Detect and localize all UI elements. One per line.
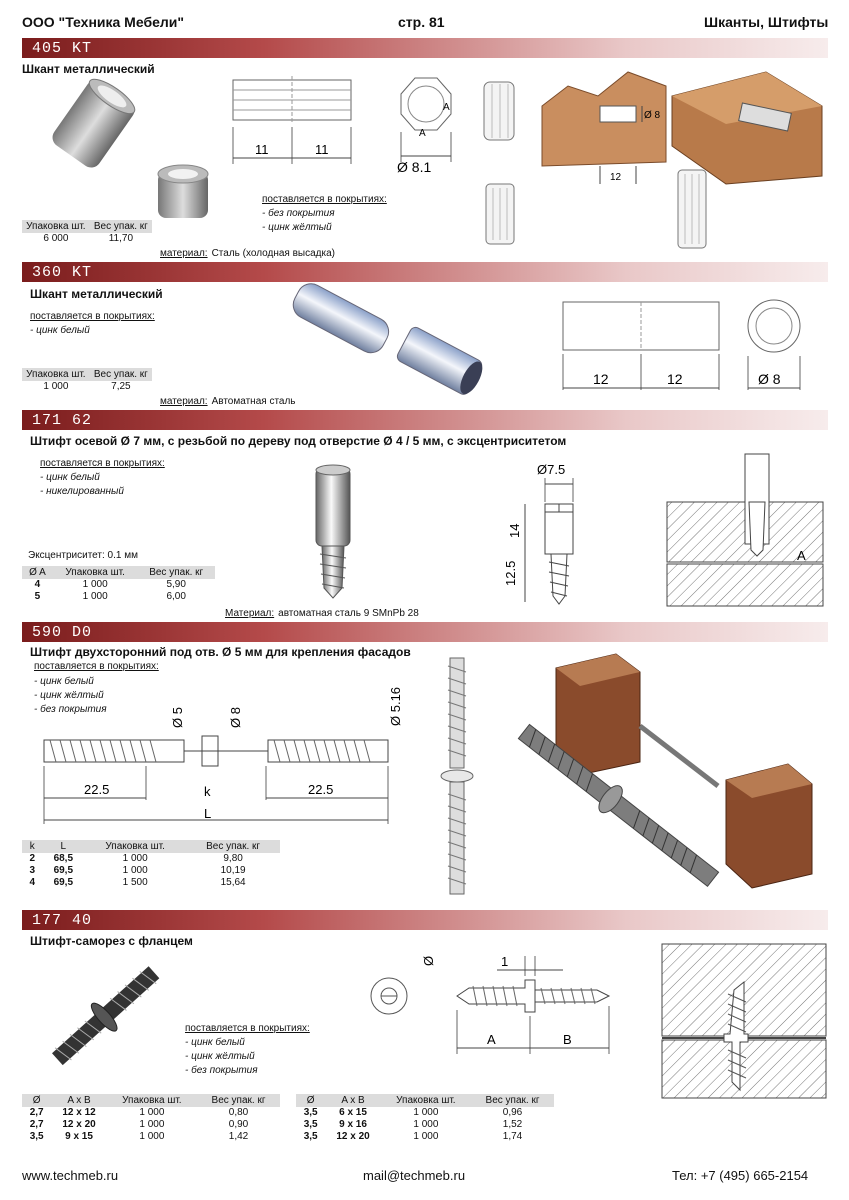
table-header: Вес упак. кг (197, 1094, 280, 1107)
product-title: Шкант металлический (22, 62, 155, 76)
product-title: Штифт двухсторонний под отв. Ø 5 мм для крепления фасадов (30, 645, 411, 659)
dim-label: Ø 8.1 (397, 159, 432, 175)
coating-label: поставляется в покрытиях: (34, 661, 159, 672)
dim-label: 22.5 (308, 782, 334, 797)
table-row: 2,7 12 x 12 1 000 0,80 (29, 1107, 249, 1118)
screw-pin-photo (40, 960, 170, 1070)
dim-label: A (443, 102, 450, 113)
coating-item: - без покрытия (185, 1065, 258, 1076)
table-row: 2 68,5 1 000 9,80 (29, 853, 243, 864)
table-row: 4 1 000 5,90 (34, 579, 186, 590)
drawing-405kt-end (385, 72, 465, 182)
dim-label: B (563, 1032, 572, 1047)
material: Материал: автоматная сталь 9 SMnPb 28 (225, 608, 419, 619)
dowel-photo-405kt (40, 86, 150, 206)
dim-label: 12 (610, 172, 622, 183)
dim-label: A (419, 128, 426, 139)
table-header: Упаковка шт. (22, 368, 90, 381)
product-bar-360kt (22, 262, 828, 282)
dim-label: 12 (667, 371, 683, 387)
table-header: Ø (296, 1094, 325, 1107)
mounting-drawing-17740 (660, 942, 828, 1100)
dim-label: Ø (421, 955, 436, 966)
dim-label: A (487, 1032, 496, 1047)
product-title: Шкант металлический (30, 287, 163, 301)
table-header: Вес упак. кг (137, 566, 215, 579)
product-code: 171 62 (32, 412, 93, 429)
coating-label: поставляется в покрытиях: (30, 311, 155, 322)
dowel-photo-small (150, 158, 220, 224)
table-header: A x B (51, 1094, 106, 1107)
dim-label: 22.5 (84, 782, 110, 797)
footer-website[interactable]: www.techmeb.ru (22, 1168, 119, 1183)
table-header: Упаковка шт. (22, 220, 90, 233)
table-header: Упаковка шт. (84, 840, 186, 853)
pin-assembly-illustration (500, 650, 820, 900)
product-bar-590d0 (22, 622, 828, 642)
spec-table-360kt (22, 368, 152, 393)
table-header: Вес упак. кг (186, 840, 280, 853)
dim-label: Ø 5 (170, 707, 185, 728)
table-row: 3,5 9 x 15 1 000 1,42 (29, 1131, 249, 1142)
footer-phone: Тел: +7 (495) 665-2154 (672, 1168, 809, 1183)
table-header: Вес упак. кг (471, 1094, 554, 1107)
spec-table-17740-left (22, 1094, 280, 1143)
product-title: Штифт осевой Ø 7 мм, с резьбой по дереву под отверстие Ø 4 / 5 мм, с эксцентриситетом (30, 434, 567, 448)
table-row: 2,7 12 x 20 1 000 0,90 (29, 1119, 249, 1130)
dowel-photo-360kt (290, 290, 490, 400)
pin-photo-590d0-vertical (428, 654, 488, 902)
product-code: 177 40 (32, 912, 93, 929)
dim-label: Ø 8 (228, 707, 243, 728)
table-header: L (43, 840, 85, 853)
product-bar-405kt (22, 38, 828, 58)
product-code: 590 D0 (32, 624, 93, 641)
dim-label: Ø 5.16 (388, 686, 403, 726)
dowel-illustrations (480, 80, 520, 250)
dim-label: 1 (501, 954, 509, 969)
table-row: 3,5 9 x 16 1 000 1,52 (303, 1119, 523, 1130)
dim-label: Ø7.5 (537, 462, 566, 477)
pin-photo-17162 (300, 462, 370, 602)
table-header: k (22, 840, 43, 853)
table-row: 3 69,5 1 000 10,19 (29, 865, 246, 876)
coating-label: поставляется в покрытиях: (185, 1023, 310, 1034)
dim-label: 12 (593, 371, 609, 387)
material: материал: Автоматная сталь (160, 396, 296, 407)
table-row: 6 000 11,70 (43, 233, 134, 244)
page-number: стр. 81 (398, 14, 445, 30)
dim-label: 11 (315, 142, 329, 157)
dim-label: A (797, 548, 806, 563)
dim-label: 14 (507, 523, 522, 538)
coating-item: - цинк жёлтый (34, 690, 104, 701)
material: материал: Сталь (холодная высадка) (160, 248, 335, 259)
dim-label: 12.5 (503, 560, 518, 586)
table-header: Упаковка шт. (381, 1094, 471, 1107)
dim-label: k (204, 784, 211, 799)
wood-joint-drawing (538, 66, 668, 186)
coating-label: поставляется в покрытиях: (262, 194, 387, 205)
coating-item: - цинк белый (30, 325, 90, 336)
drawing-17740 (365, 950, 615, 1060)
table-row: 3,5 12 x 20 1 000 1,74 (303, 1131, 523, 1142)
product-title: Штифт-саморез с фланцем (30, 934, 193, 948)
product-code: 360 KT (32, 264, 93, 281)
coating-label: поставляется в покрытиях: (40, 458, 165, 469)
drawing-590d0 (36, 686, 416, 830)
table-header: Упаковка шт. (53, 566, 137, 579)
coating-item: - цинк белый (40, 472, 100, 483)
drawing-17162 (495, 456, 605, 606)
section-name: Шканты, Штифты (704, 14, 829, 30)
drawing-405kt-side (225, 72, 375, 182)
table-header: Ø (22, 1094, 51, 1107)
table-row: 1 000 7,25 (43, 381, 131, 392)
footer-email[interactable]: mail@techmeb.ru (363, 1168, 466, 1183)
drawing-360kt-side (555, 296, 725, 396)
eccentricity: Эксцентриситет: 0.1 мм (28, 550, 138, 561)
coating-item: - цинк жёлтый (185, 1051, 255, 1062)
dim-label: 11 (255, 142, 269, 157)
product-code: 405 KT (32, 40, 93, 57)
drawing-360kt-end (740, 296, 810, 396)
table-header: A x B (325, 1094, 380, 1107)
spec-table-590d0 (22, 840, 280, 889)
dowel-illustration (672, 166, 712, 254)
coating-item: - цинк белый (185, 1037, 245, 1048)
company-name: ООО "Техника Мебели" (22, 14, 185, 30)
mounting-drawing-17162 (665, 452, 825, 608)
product-bar-17162 (22, 410, 828, 430)
coating-item: - без покрытия (34, 704, 107, 715)
coating-item: - цинк белый (34, 676, 94, 687)
dim-label: Ø 8 (644, 110, 661, 121)
table-row: 4 69,5 1 500 15,64 (29, 877, 246, 888)
dim-label: L (204, 806, 212, 821)
table-header: Вес упак. кг (90, 220, 152, 233)
coating-item: - никелированный (40, 486, 124, 497)
spec-table-405kt (22, 220, 152, 245)
table-row: 3,5 6 x 15 1 000 0,96 (303, 1107, 523, 1118)
spec-table-17740-right (296, 1094, 554, 1143)
table-row: 5 1 000 6,00 (34, 591, 186, 602)
spec-table-17162 (22, 566, 215, 603)
table-header: Ø A (22, 566, 53, 579)
table-header: Упаковка шт. (107, 1094, 197, 1107)
dim-label: Ø 8 (758, 371, 781, 387)
coating-item: - цинк жёлтый (262, 222, 332, 233)
table-header: Вес упак. кг (90, 368, 152, 381)
product-bar-17740 (22, 910, 828, 930)
coating-item: - без покрытия (262, 208, 335, 219)
